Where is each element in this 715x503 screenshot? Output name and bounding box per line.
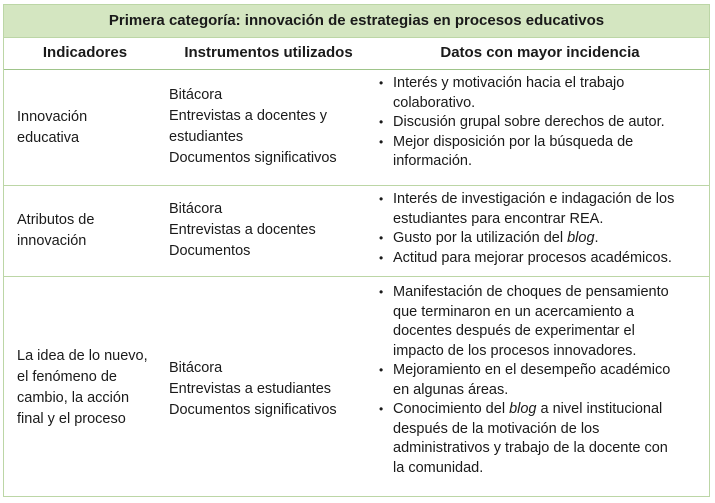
list-item	[374, 133, 704, 172]
list-item	[374, 400, 704, 478]
table-header	[4, 37, 709, 70]
instruments-cell	[169, 358, 364, 421]
text-line: colaborativo.	[393, 94, 476, 111]
header-data: Datos con mayor incidencia	[440, 44, 640, 61]
header-instruments: Instrumentos utilizados	[184, 44, 353, 61]
text-line: Documentos significativos	[169, 150, 337, 166]
category-table	[3, 4, 710, 497]
data-list	[374, 74, 704, 172]
instruments-cell	[169, 199, 364, 262]
indicator-cell	[17, 346, 167, 430]
list-item	[374, 361, 704, 400]
list-item	[374, 249, 704, 269]
text-line: innovación	[17, 233, 87, 249]
list-item	[374, 283, 704, 361]
text-line: • Discusión grupal sobre derechos de autor.	[393, 114, 665, 130]
text-line: • Mejor disposición por la búsqueda de	[393, 133, 634, 150]
table-row	[4, 277, 709, 496]
indicator-cell	[17, 107, 167, 149]
list-item	[374, 113, 704, 133]
text-line: • Actitud para mejorar procesos académicos.	[393, 249, 672, 266]
header-indicators: Indicadores	[42, 44, 128, 61]
data-list	[374, 190, 704, 268]
text-line: el fenómeno de	[17, 369, 117, 385]
instruments-cell	[169, 85, 364, 169]
text-line: que terminaron en un acercamiento a	[393, 303, 635, 320]
text-line: • Manifestación de choques de pensamiento	[393, 284, 669, 300]
text-line: • Mejoramiento en el desempeño académico	[393, 362, 671, 378]
indicator-cell	[17, 210, 167, 252]
text-line: Bitácora	[169, 360, 223, 376]
text-line: • Conocimiento del blog a nivel institucional	[393, 401, 663, 417]
text-line: información.	[393, 153, 472, 169]
text-line: la comunidad.	[393, 459, 484, 476]
text-line: Entrevistas a estudiantes	[169, 381, 332, 397]
text-line: Innovación	[17, 109, 88, 125]
text-line: impacto de los procesos innovadores.	[393, 342, 637, 359]
text-line: final y el proceso	[17, 411, 126, 427]
table-title: Primera categoría: innovación de estrategias en procesos educativos	[4, 5, 709, 38]
text-line: administrativos y trabajo de la docente con	[393, 440, 668, 456]
text-line: Documentos significativos	[169, 402, 337, 418]
text-line: La idea de lo nuevo,	[17, 348, 148, 364]
text-line: estudiantes	[169, 129, 244, 145]
text-line: Atributos de	[17, 212, 95, 228]
list-item	[374, 229, 704, 249]
text-line: Documentos	[169, 243, 251, 259]
data-list	[374, 283, 704, 478]
list-item	[374, 74, 704, 113]
table-row	[4, 186, 709, 277]
text-line: • Interés y motivación hacia el trabajo	[393, 75, 625, 91]
text-line: Entrevistas a docentes	[169, 222, 316, 238]
text-line: Bitácora	[169, 201, 223, 217]
text-line: Entrevistas a docentes y	[169, 108, 327, 124]
text-line: después de la motivación de los	[393, 420, 600, 437]
text-line: en algunas áreas.	[393, 381, 509, 398]
text-line: • Interés de investigación e indagación de los	[393, 191, 675, 207]
text-line: educativa	[17, 130, 80, 146]
text-line: Bitácora	[169, 87, 223, 103]
text-line: • Gusto por la utilización del blog.	[393, 230, 599, 246]
table-row	[4, 70, 709, 186]
text-line: cambio, la acción	[17, 390, 130, 406]
list-item	[374, 190, 704, 229]
text-line: estudiantes para encontrar REA.	[393, 210, 604, 227]
text-line: docentes después de experimentar el	[393, 323, 635, 339]
